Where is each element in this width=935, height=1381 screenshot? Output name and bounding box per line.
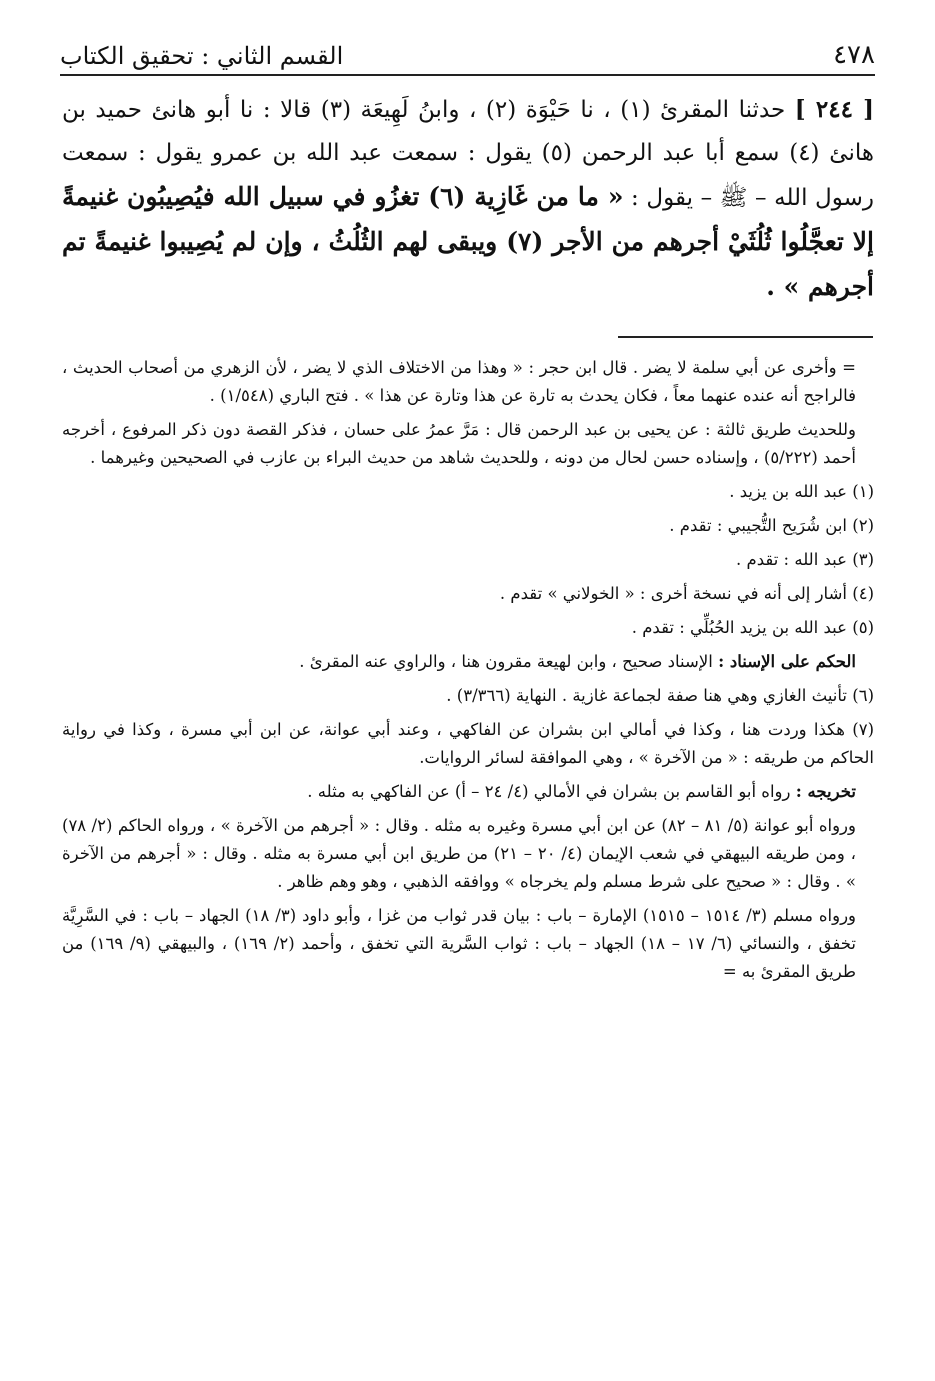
hadith-paragraph	[62, 88, 874, 310]
hadith-isnad: حدثنا المقرئ (١) ، نا حَيْوَة (٢) ، وابنُ لَهِيعَة (٣) قالا : نا أبو هانئ حميد بن هانئ (٤) سمع أبا عبد الرحمن (٥) يقول : سمعت عبد الله بن عمرو يقول : سمعت رسول الله – ﷺ – يقول :	[62, 97, 875, 211]
footnote-4: (٤) أشار إلى أنه في نسخة أخرى : « الخولاني » تقدم .	[499, 584, 874, 603]
hukm-paragraph	[62, 648, 874, 676]
hadith-text	[62, 88, 874, 310]
hukm-label: الحكم على الإسناد :	[718, 652, 856, 671]
hukm-text: الإسناد صحيح ، وابن لهيعة مقرون هنا ، والراوي عنه المقرئ .	[299, 652, 713, 671]
footnote-2: (٢) ابن شُرَيح التُّجيبي : تقدم .	[669, 516, 874, 535]
page-header	[60, 40, 875, 76]
takhrij-paragraph-2: ورواه أبو عوانة (٥/ ٨١ – ٨٢) عن ابن أبي مسرة وغيره به مثله . وقال : « أجرهم من الآخرة » ، ورواه الحاكم (٢/ ٧٨) ، ومن طريقه البيهقي في شعب الإيمان (٤/ ٢٠ – ٢١) من طريق ابن أبي مسرة به مثله . وقال : « أجرهم من الآخرة » . وقال : « صحيح على شرط مسلم ولم يخرجاه » ووافقه الذهبي ، وهو وهم ظاهر .	[62, 816, 856, 891]
page-number: ٤٧٨	[833, 40, 875, 70]
footnote-continuation-2: وللحديث طريق ثالثة : عن يحيى بن عبد الرحمن قال : مَرَّ عمرُ على حسان ، فذكر القصة دون ذكر المرفوع ، أخرجه أحمد (٥/٢٢٢) ، وإسناده حسن لحال من دونه ، وللحديث شاهد من حديث البراء بن عازب في الصحيحين وغيرهما .	[62, 420, 856, 467]
takhrij-label: تخريجه :	[795, 782, 856, 801]
footnote-continuation: = وأخرى عن أبي سلمة لا يضر . قال ابن حجر : « وهذا من الاختلاف الذي لا يضر ، لأن الزهري من أصحاب الحديث ، فالراجح أنه عنده عنهما معاً ، فكان يحدث به تارة عن هذا وتارة عن هذا » . فتح الباري (١/٥٤٨) .	[62, 358, 856, 405]
hadith-number: [ ٢٤٤ ]	[794, 96, 875, 123]
takhrij-paragraph	[62, 778, 874, 806]
footnote-1: (١) عبد الله بن يزيد .	[729, 482, 874, 501]
takhrij-paragraph-3: ورواه مسلم (٣/ ١٥١٤ – ١٥١٥) الإمارة – باب : بيان قدر ثواب من غزا ، وأبو داود (٣/ ١٨) الجهاد – باب : في السَّرِيَّة تخفق ، والنسائي (٦/ ١٧ – ١٨) الجهاد – باب : ثواب السَّرية التي تخفق ، وأحمد (٢/ ١٦٩) ، والبيهقي (٩/ ١٦٩) من طريق المقرئ به =	[62, 906, 857, 981]
footnote-separator	[618, 336, 873, 338]
footnote-6: (٦) تأنيث الغازي وهي هنا صفة لجماعة غازية . النهاية (٣/٣٦٦) .	[446, 686, 874, 705]
running-title: القسم الثاني : تحقيق الكتاب	[60, 42, 344, 70]
footnote-5: (٥) عبد الله بن يزيد الحُبُلِّي : تقدم .	[631, 618, 874, 637]
hadith-matn: « ما من غَازِية (٦) تغزُو في سبيل الله فيُصِيبُون غنيمةً إلا تعجَّلُوا ثُلُثَيْ أجرهم من الأجر (٧) ويبقى لهم الثُلُثُ ، وإن لم يُصِيبوا غنيمةً تم أجرهم » .	[62, 182, 874, 301]
takhrij-text: رواه أبو القاسم بن بشران في الأمالي (٤/ ٢٤ – أ) عن الفاكهي به مثله .	[307, 782, 791, 801]
footnote-7: (٧) هكذا وردت هنا ، وكذا في أمالي ابن بشران عن الفاكهي ، وعند أبي عوانة، عن ابن أبي مسرة ، وكذا في رواية الحاكم من طريقه : « من الآخرة » ، وهي الموافقة لسائر الروايات.	[62, 720, 874, 767]
footnote-3: (٣) عبد الله : تقدم .	[736, 550, 874, 569]
footnotes	[62, 354, 874, 992]
